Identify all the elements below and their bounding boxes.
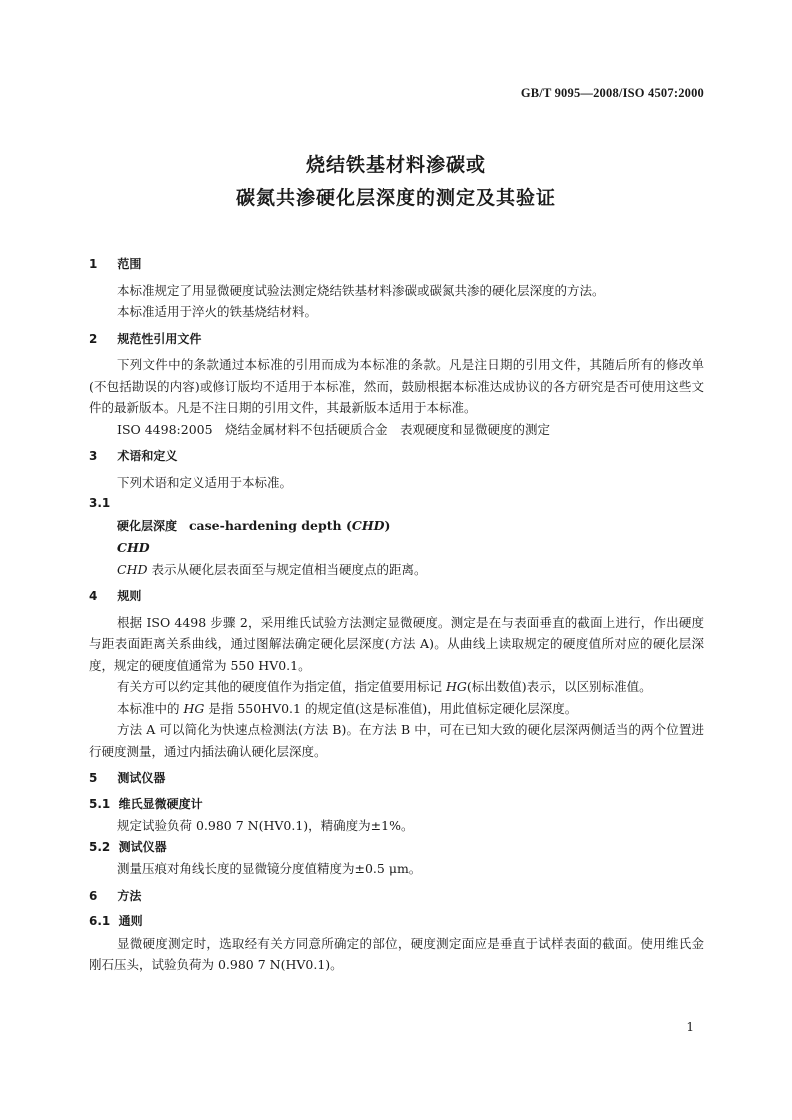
title-line-2: 碳氮共渗硬化层深度的测定及其验证 — [235, 187, 556, 209]
subsection-6-1-heading: 6.1 通则 — [89, 914, 143, 928]
subsection-5-1-heading: 5.1 维氏显微硬度计 — [89, 796, 203, 811]
s4-paragraph-3: 本标准中的 HG 是指 550HV0.1 的规定值(这是标准值)，用此值标定硬化层深度。 — [117, 700, 578, 716]
s1-paragraph-2: 本标准适用于淬火的铁基烧结材料。 — [117, 304, 318, 319]
term-entry: 硬化层深度 case-hardening depth (CHD) — [117, 517, 391, 533]
section-3-heading: 3 术语和定义 — [89, 449, 178, 463]
section-6-heading: 6 方法 — [89, 888, 142, 903]
s4-paragraph-1: 根据 ISO 4498 步骤 2，采用维氏试验方法测定显微硬度。测定是在与表面垂直的截面上进行，作出硬度与距表面距离关系曲线，通过图解法确定硬化层深度(方法 A)。从曲线上读取规定的硬度值所对应的硬化层深度，规定的硬度值通常为 550 HV0.1。 — [89, 614, 704, 673]
subsection-5-2-heading: 5.2 测试仪器 — [89, 839, 167, 854]
s6-1-text: 显微硬度测定时，选取经有关方同意所确定的部位，硬度测定面应是垂直于试样表面的截面。使用维氏金刚石压头，试验负荷为 0.980 7 N(HV0.1)。 — [89, 935, 704, 972]
section-1-heading: 1 范围 — [89, 257, 142, 271]
body-content — [89, 248, 704, 976]
subsection-3-1-number: 3.1 — [89, 496, 111, 510]
s2-reference: ISO 4498:2005 烧结金属材料不包括硬质合金 表观硬度和显微硬度的测定 — [117, 421, 551, 437]
title-line-1: 烧结铁基材料渗碳或 — [305, 154, 486, 176]
section-4-heading: 4 规则 — [89, 589, 142, 603]
s5-1-text: 规定试验负荷 0.980 7 N(HV0.1)，精确度为±1%。 — [117, 818, 414, 833]
section-5-heading: 5 测试仪器 — [89, 771, 166, 785]
section-2-heading: 2 规范性引用文件 — [89, 331, 202, 346]
s1-paragraph-1: 本标准规定了用显微硬度试验法测定烧结铁基材料渗碳或碳氮共渗的硬化层深度的方法。 — [117, 282, 605, 298]
s3-paragraph-1: 下列术语和定义适用于本标准。 — [117, 474, 293, 490]
term-abbreviation: CHD — [117, 540, 150, 555]
s4-paragraph-4: 方法 A 可以简化为快速点检测法(方法 B)。在方法 B 中，可在已知大致的硬化层深两侧适当的两个位置进行硬度测量，通过内插法确认硬化层深度。 — [89, 722, 704, 759]
s4-paragraph-2: 有关方可以约定其他的硬度值作为指定值，指定值要用标记 HG(标出数值)表示，以区别标准值。 — [117, 679, 652, 694]
term-definition: CHD 表示从硬化层表面至与规定值相当硬度点的距离。 — [117, 561, 427, 577]
page-number: 1 — [686, 1020, 694, 1034]
s5-2-text: 测量压痕对角线长度的显微镜分度值精度为±0.5 μm。 — [117, 861, 422, 876]
standard-code: GB/T 9095—2008/ISO 4507:2000 — [520, 86, 704, 100]
s2-paragraph-1: 下列文件中的条款通过本标准的引用而成为本标准的条款。凡是注日期的引用文件，其随后所有的修改单(不包括勘误的内容)或修订版均不适用于本标准，然而，鼓励根据本标准达成协议的各方研究是否可使用这些文件的最新版本。凡是不注日期的引用文件，其最新版本适用于本标准。 — [89, 357, 704, 415]
